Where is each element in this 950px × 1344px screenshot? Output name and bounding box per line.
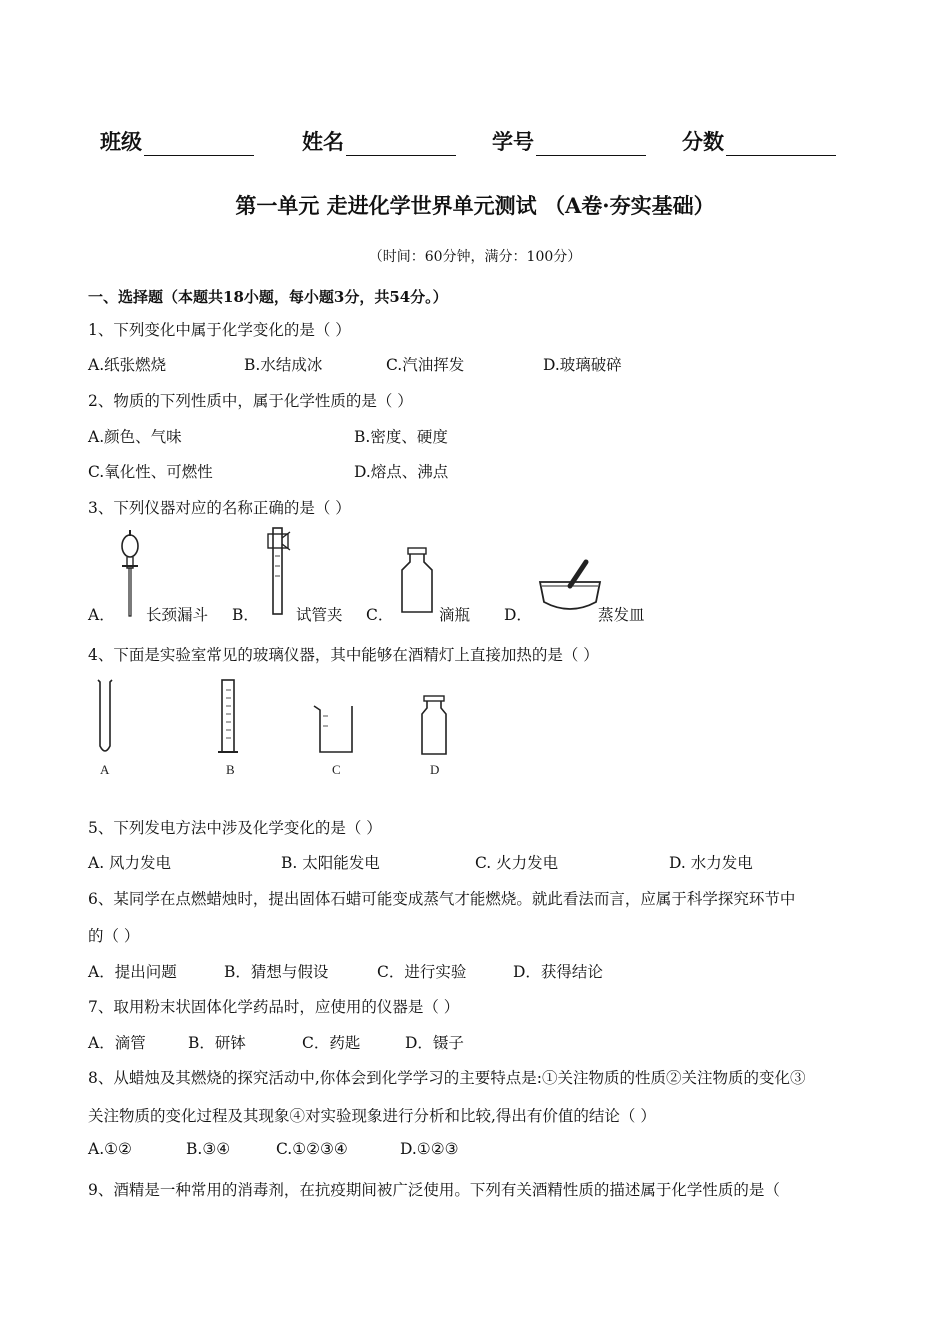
class-blank[interactable] xyxy=(144,135,254,156)
score-field[interactable] xyxy=(682,126,836,156)
q4-label-a[interactable]: A xyxy=(100,762,110,777)
graduated-cylinder-image xyxy=(218,680,238,752)
q3-letter-a[interactable]: A． xyxy=(88,606,115,624)
q2-option-b[interactable]: B.密度、硬度 xyxy=(354,428,448,446)
dropper-bottle-image xyxy=(396,546,438,616)
q1-option-a[interactable]: A.纸张燃烧 xyxy=(88,356,167,374)
q5-option-c[interactable]: C. 火力发电 xyxy=(475,854,559,872)
q2-option-c[interactable]: C.氧化性、可燃性 xyxy=(88,463,213,481)
q3-name-b: 试管夹 xyxy=(296,606,343,624)
name-field[interactable] xyxy=(302,126,456,156)
q8-option-a[interactable]: A.①② xyxy=(88,1140,132,1158)
q2-option-d[interactable]: D.熔点、沸点 xyxy=(354,463,449,481)
q1-option-c[interactable]: C.汽油挥发 xyxy=(386,356,465,374)
class-field[interactable] xyxy=(100,126,254,156)
glassware-figure xyxy=(90,676,490,780)
q3-letter-b[interactable]: B． xyxy=(232,606,259,624)
q4-label-c[interactable]: C xyxy=(332,762,341,777)
funnel-image xyxy=(110,528,150,618)
student-id-label: 学号 xyxy=(492,129,534,154)
question-8-stem-cont: 关注物质的变化过程及其现象④对实验现象进行分析和比较,得出有价值的结论（ ） xyxy=(88,1107,656,1125)
question-3-stem: 3、下列仪器对应的名称正确的是（ ） xyxy=(88,499,351,517)
q7-option-a[interactable]: A．滴管 xyxy=(88,1034,146,1052)
q3-name-d: 蒸发皿 xyxy=(598,606,645,624)
q3-letter-d[interactable]: D． xyxy=(504,606,532,624)
score-blank[interactable] xyxy=(726,135,836,156)
beaker-image xyxy=(314,706,352,752)
q6-option-a[interactable]: A．提出问题 xyxy=(88,963,177,981)
q7-option-c[interactable]: C．药匙 xyxy=(302,1034,361,1052)
q5-option-b[interactable]: B. 太阳能发电 xyxy=(281,854,380,872)
mortar-image xyxy=(536,560,606,618)
q8-option-c[interactable]: C.①②③④ xyxy=(276,1140,348,1158)
question-6-stem: 6、某同学在点燃蜡烛时，提出固体石蜡可能变成蒸气才能燃烧。就此看法而言，应属于科学探究环节中 xyxy=(88,890,796,908)
question-5-stem: 5、下列发电方法中涉及化学变化的是（ ） xyxy=(88,819,382,837)
score-label: 分数 xyxy=(682,129,724,154)
q1-option-d[interactable]: D.玻璃破碎 xyxy=(543,356,622,374)
question-6-stem-cont: 的（ ） xyxy=(88,927,140,945)
q6-option-b[interactable]: B．猜想与假设 xyxy=(224,963,329,981)
q3-name-a: 长颈漏斗 xyxy=(146,606,209,624)
q7-option-d[interactable]: D．镊子 xyxy=(405,1034,464,1052)
q8-option-d[interactable]: D.①②③ xyxy=(400,1140,459,1158)
exam-info: （时间：60分钟，满分：100分） xyxy=(368,249,582,265)
question-2-stem: 2、物质的下列性质中，属于化学性质的是（ ） xyxy=(88,392,413,410)
question-8-stem: 8、从蜡烛及其燃烧的探究活动中,你体会到化学学习的主要特点是:①关注物质的性质②关注物质的变化③ xyxy=(88,1069,806,1087)
student-id-field[interactable] xyxy=(492,126,646,156)
q2-option-a[interactable]: A.颜色、气味 xyxy=(88,428,182,446)
q8-option-b[interactable]: B.③④ xyxy=(186,1140,231,1158)
q3-letter-c[interactable]: C． xyxy=(366,606,394,624)
q6-option-d[interactable]: D．获得结论 xyxy=(513,963,603,981)
test-tube-clamp-image xyxy=(262,526,296,618)
section-heading: 一、选择题（本题共18小题，每小题3分，共54分。） xyxy=(88,288,448,306)
class-label: 班级 xyxy=(100,129,142,154)
page-title: 第一单元 走进化学世界单元测试 （A卷·夯实基础） xyxy=(235,193,715,218)
question-4-stem: 4、下面是实验室常见的玻璃仪器，其中能够在酒精灯上直接加热的是（ ） xyxy=(88,646,599,664)
q1-option-b[interactable]: B.水结成冰 xyxy=(244,356,323,374)
q4-label-b[interactable]: B xyxy=(226,762,235,777)
q5-option-d[interactable]: D. 水力发电 xyxy=(669,854,753,872)
student-id-blank[interactable] xyxy=(536,135,646,156)
q3-name-c: 滴瓶 xyxy=(439,606,471,624)
question-1-stem: 1、下列变化中属于化学变化的是（ ） xyxy=(88,321,351,339)
name-label: 姓名 xyxy=(302,129,344,154)
name-blank[interactable] xyxy=(346,135,456,156)
q4-label-d[interactable]: D xyxy=(430,762,440,777)
q5-option-a[interactable]: A. 风力发电 xyxy=(88,854,172,872)
q7-option-b[interactable]: B．研钵 xyxy=(188,1034,246,1052)
q6-option-c[interactable]: C．进行实验 xyxy=(377,963,467,981)
question-7-stem: 7、取用粉末状固体化学药品时，应使用的仪器是（ ） xyxy=(88,998,460,1016)
reagent-bottle-image xyxy=(422,696,446,754)
question-9-stem: 9、酒精是一种常用的消毒剂，在抗疫期间被广泛使用。下列有关酒精性质的描述属于化学性质的是（ xyxy=(88,1181,780,1199)
test-tube-image xyxy=(98,680,112,751)
